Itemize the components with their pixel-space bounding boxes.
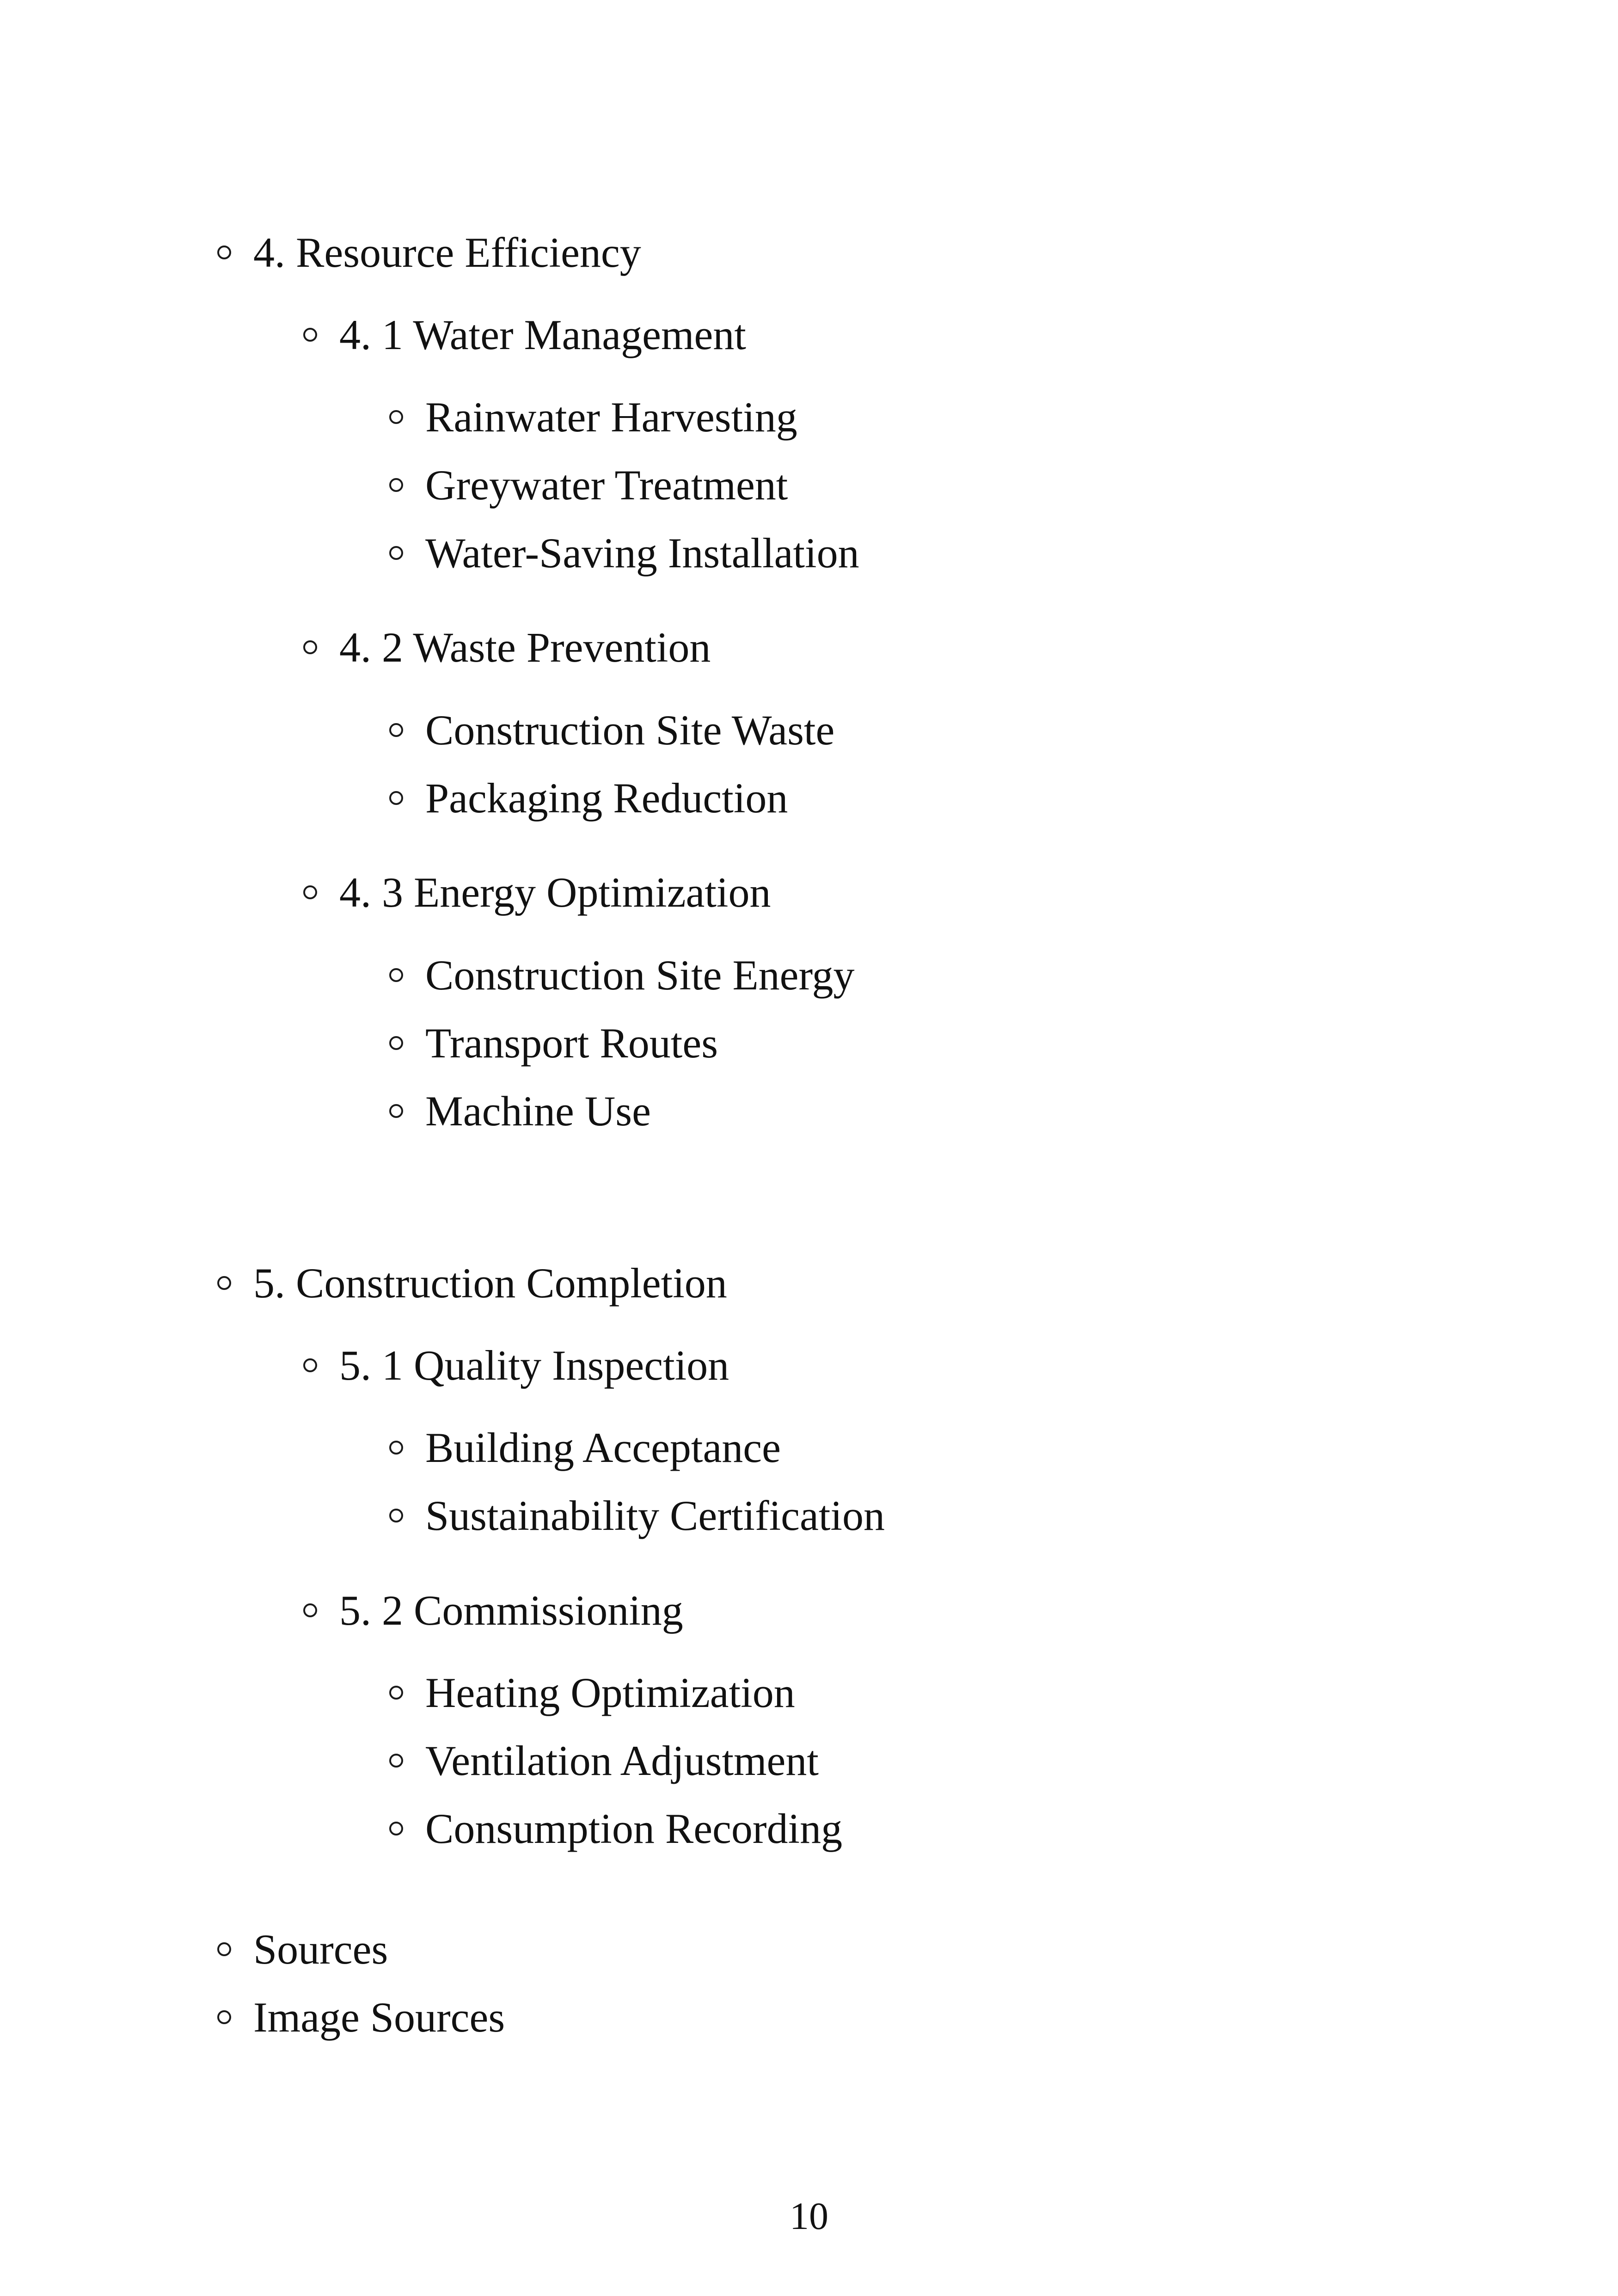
outline-item-packaging-reduction: [389, 774, 788, 822]
circle-bullet-icon: [389, 1441, 403, 1455]
outline-item-label: Transport Routes: [425, 1019, 718, 1067]
outline-item-sustainability-certification: [389, 1494, 885, 1537]
circle-bullet-icon: [389, 723, 403, 737]
circle-bullet-icon: [217, 1942, 231, 1956]
circle-bullet-icon: [303, 1603, 317, 1617]
outline-item-label: Rainwater Harvesting: [425, 393, 797, 441]
outline-item-rainwater-harvesting: [389, 393, 797, 441]
circle-bullet-icon: [389, 546, 403, 560]
outline-item-section-4: [217, 231, 641, 274]
circle-bullet-icon: [389, 1686, 403, 1700]
circle-bullet-icon: [217, 1276, 231, 1290]
outline-item-label: Water-Saving Installation: [425, 529, 859, 577]
outline-item-greywater-treatment: [389, 461, 788, 509]
circle-bullet-icon: [303, 1358, 317, 1372]
outline-item-label: 4. 2 Waste Prevention: [339, 624, 711, 671]
outline-item-section-4-2: [303, 626, 711, 669]
circle-bullet-icon: [389, 410, 403, 424]
outline-item-section-4-3: [303, 871, 771, 914]
outline-item-sources: [217, 1928, 388, 1971]
outline-item-building-acceptance: [389, 1426, 781, 1469]
outline-item-section-5-1: [303, 1344, 729, 1387]
outline-item-image-sources: [217, 1994, 505, 2041]
outline-item-label: Sources: [253, 1926, 388, 1973]
outline-item-machine-use: [389, 1087, 651, 1135]
page-number: 10: [790, 2195, 828, 2238]
circle-bullet-icon: [389, 791, 403, 805]
circle-bullet-icon: [389, 478, 403, 492]
outline-item-section-5: [217, 1259, 727, 1307]
circle-bullet-icon: [389, 1754, 403, 1768]
outline-item-construction-site-energy: [389, 952, 855, 999]
outline-item-consumption-recording: [389, 1807, 842, 1850]
outline-item-label: Sustainability Certification: [425, 1492, 885, 1539]
circle-bullet-icon: [389, 1509, 403, 1522]
circle-bullet-icon: [389, 1104, 403, 1118]
outline-item-label: Construction Site Energy: [425, 952, 855, 999]
circle-bullet-icon: [217, 2010, 231, 2024]
outline-item-ventilation-adjustment: [389, 1739, 819, 1782]
outline-item-heating-optimization: [389, 1671, 795, 1714]
outline-item-label: Ventilation Adjustment: [425, 1737, 819, 1784]
circle-bullet-icon: [303, 328, 317, 342]
outline-item-label: Construction Site Waste: [425, 706, 835, 754]
outline-item-section-4-1: [303, 313, 746, 356]
outline-item-label: Building Acceptance: [425, 1424, 781, 1471]
outline-item-label: Machine Use: [425, 1087, 651, 1135]
outline-item-construction-site-waste: [389, 706, 835, 754]
circle-bullet-icon: [389, 1036, 403, 1050]
outline-item-label: 5. Construction Completion: [253, 1259, 727, 1307]
outline-item-transport-routes: [389, 1019, 718, 1067]
outline-item-water-saving-installation: [389, 529, 859, 577]
outline-item-label: 4. Resource Efficiency: [253, 229, 641, 276]
outline-item-label: Greywater Treatment: [425, 461, 788, 509]
outline-item-label: 5. 1 Quality Inspection: [339, 1342, 729, 1389]
outline-item-label: Image Sources: [253, 1994, 505, 2041]
outline-item-section-5-2: [303, 1589, 683, 1632]
circle-bullet-icon: [303, 640, 317, 654]
circle-bullet-icon: [389, 1822, 403, 1836]
circle-bullet-icon: [217, 246, 231, 259]
circle-bullet-icon: [303, 885, 317, 899]
outline-item-label: 5. 2 Commissioning: [339, 1587, 683, 1634]
outline-item-label: Consumption Recording: [425, 1805, 843, 1852]
outline-item-label: 4. 3 Energy Optimization: [339, 869, 771, 916]
outline-item-label: Packaging Reduction: [425, 774, 788, 822]
outline-item-label: 4. 1 Water Management: [339, 311, 746, 358]
outline-item-label: Heating Optimization: [425, 1669, 795, 1716]
circle-bullet-icon: [389, 968, 403, 982]
